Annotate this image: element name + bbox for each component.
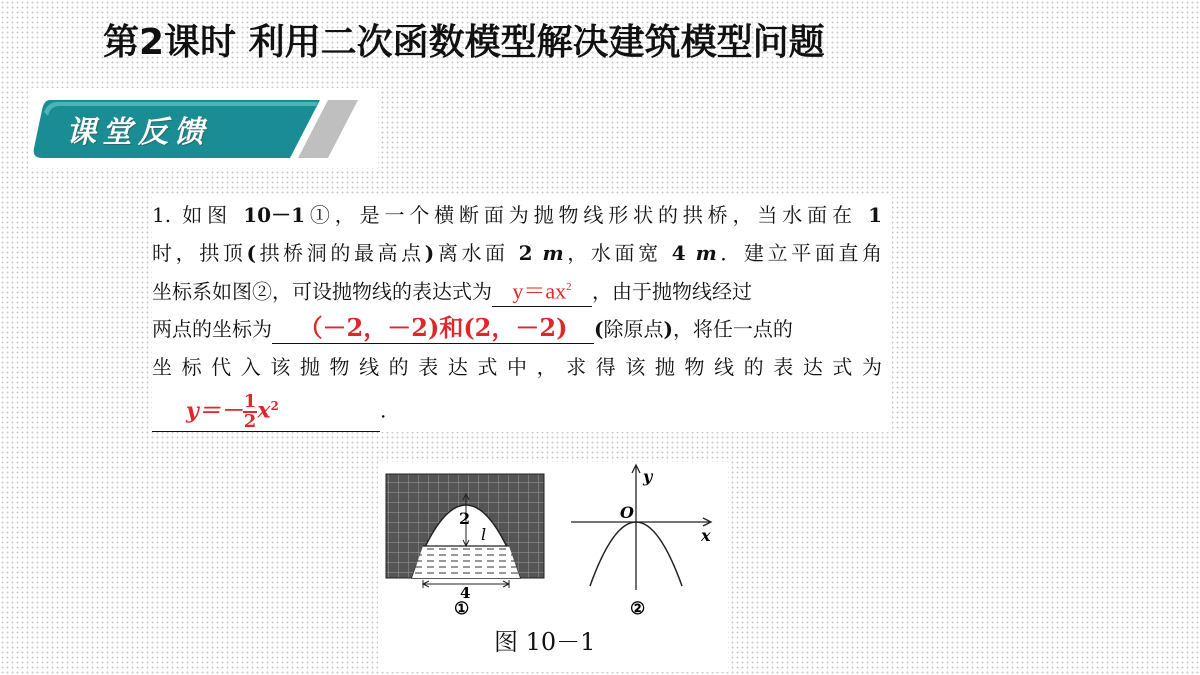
figure-1-marker: ① <box>454 599 470 619</box>
y-axis-label: y <box>643 467 653 486</box>
section-banner <box>28 88 378 168</box>
origin-label: O <box>620 503 634 522</box>
answer-points-blank: （－2，－2)和(2，－2) <box>272 313 594 344</box>
problem-text <box>152 196 892 432</box>
figure-caption: 图 10－1 <box>494 628 596 656</box>
page-title: 第2课时 利用二次函数模型解决建筑模型问题 <box>103 22 825 63</box>
width-label: 4 <box>460 584 471 602</box>
problem-line-2: 时，拱顶(拱桥洞的最高点)离水面 2 m，水面宽 4 m．建立平面直角 <box>152 241 883 265</box>
height-label: 2 <box>459 509 471 528</box>
bridge-figure-1 <box>386 474 544 619</box>
coordinate-figure-2 <box>571 465 711 619</box>
problem-line-6: y＝－ $\frac{1}{2}$ $x^2$ . <box>152 386 892 432</box>
x-axis-label: x <box>701 526 711 545</box>
problem-line-1: 1. 如图 10－1①，是一个横断面为抛物线形状的拱桥，当水面在 1 <box>152 203 882 227</box>
answer-expression-blank: y＝－ $\frac{1}{2}$ $x^2$ <box>152 386 380 432</box>
section-label: 课堂反馈 <box>66 115 210 150</box>
answer-form-blank: $y=ax^2$ <box>492 272 592 307</box>
problem-line-3: 坐标系如图②，可设抛物线的表达式为 $y=ax^2$ ，由于抛物线经过 <box>152 272 892 310</box>
water-label: l <box>481 525 487 544</box>
problem-line-4: 两点的坐标为 （－2，－2)和(2，－2) (除原点)，将任一点的 <box>152 313 793 342</box>
figure-drawing <box>378 462 728 622</box>
figure-2-marker: ② <box>630 599 646 619</box>
problem-line-5: 坐标代入该抛物线的表达式中，求得该抛物线的表达式为 <box>152 355 882 379</box>
